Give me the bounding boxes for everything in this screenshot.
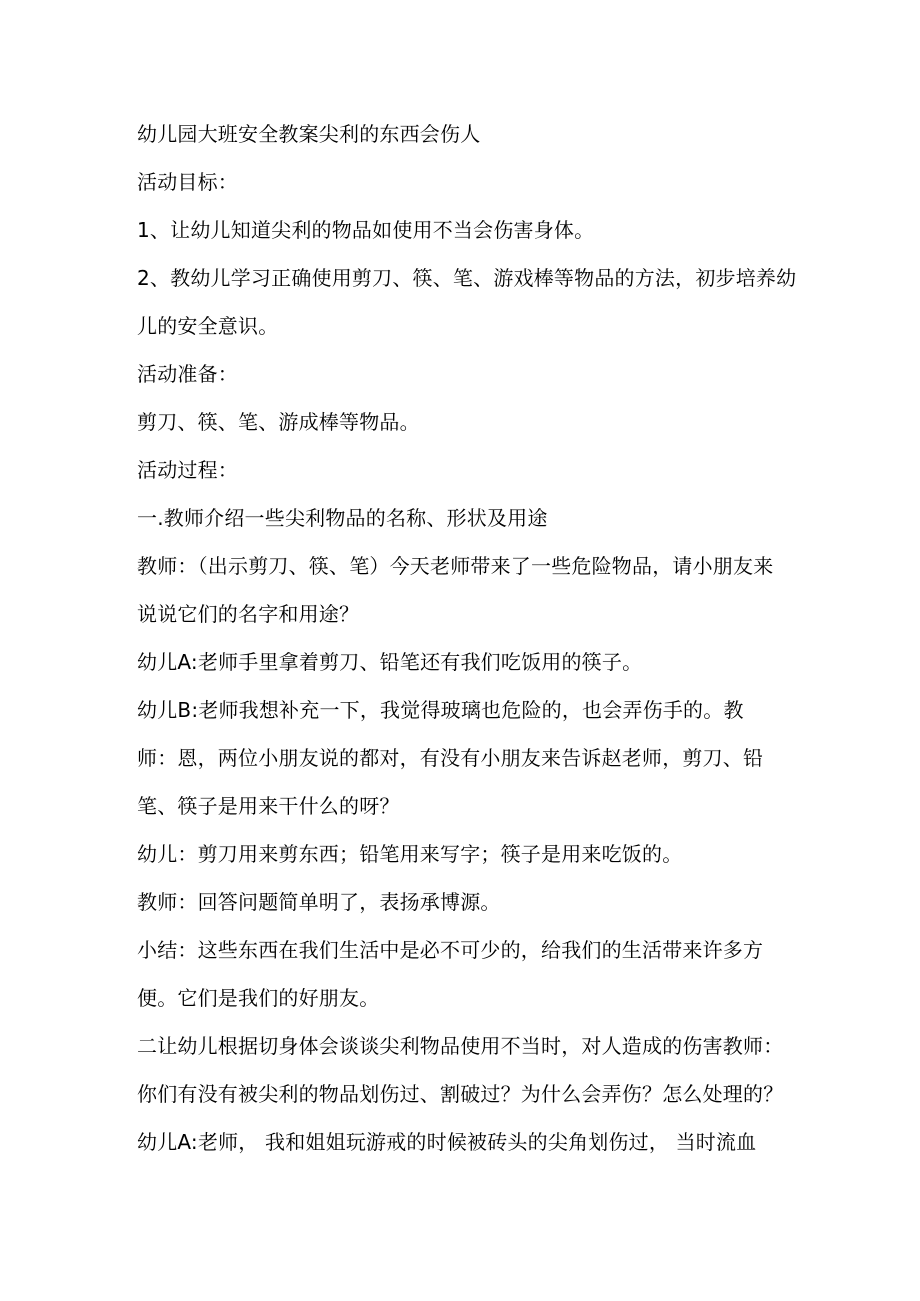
summary-line: 便。它们是我们的好朋友。 bbox=[137, 986, 380, 1010]
paragraph-line: 师：恩，两位小朋友说的都对，有没有小朋友来告诉赵老师，剪刀、铅 bbox=[137, 746, 764, 770]
prep-materials: 剪刀、筷、笔、游成棒等物品。 bbox=[137, 410, 420, 434]
paragraph-line: 幼儿A:老师手里拿着剪刀、铅笔还有我们吃饭用的筷子。 bbox=[137, 650, 643, 674]
paragraph-line: 幼儿：剪刀用来剪东西；铅笔用来写字；筷子是用来吃饭的。 bbox=[137, 842, 683, 866]
goal-item-1: 1、让幼儿知道尖利的物品如使用不当会伤害身体。 bbox=[137, 218, 595, 242]
summary-line: 小结：这些东西在我们生活中是必不可少的，给我们的生活带来许多方 bbox=[137, 938, 764, 962]
paragraph-line: 教师：（出示剪刀、筷、笔）今天老师带来了一些危险物品，请小朋友来 bbox=[137, 554, 774, 578]
paragraph-line: 笔、筷子是用来干什么的呀？ bbox=[137, 794, 400, 818]
heading-activity-process: 活动过程： bbox=[137, 458, 238, 482]
goal-item-2-continued: 儿的安全意识。 bbox=[137, 314, 279, 338]
goal-item-2: 2、教幼儿学习正确使用剪刀、筷、笔、游戏棒等物品的方法，初步培养幼 bbox=[137, 266, 797, 290]
heading-activity-goals: 活动目标： bbox=[137, 170, 238, 194]
paragraph-line: 幼儿A:老师， 我和姐姐玩游戒的时候被砖头的尖角划伤过， 当时流血 bbox=[137, 1130, 757, 1154]
paragraph-line: 教师：回答问题简单明了，表扬承博源。 bbox=[137, 890, 501, 914]
process-step-1: 一.教师介绍一些尖利物品的名称、形状及用途 bbox=[137, 506, 548, 530]
process-step-2: 二让幼儿根据切身体会谈谈尖利物品使用不当时，对人造成的伤害教师： bbox=[137, 1034, 784, 1058]
paragraph-line: 你们有没有被尖利的物品划伤过、割破过？为什么会弄伤？怎么处理的？ bbox=[137, 1082, 784, 1106]
paragraph-line: 说说它们的名字和用途？ bbox=[137, 602, 360, 626]
document-title: 幼儿园大班安全教案尖利的东西会伤人 bbox=[137, 122, 481, 146]
heading-activity-prep: 活动准备： bbox=[137, 362, 238, 386]
paragraph-line: 幼儿B:老师我想补充一下，我觉得玻璃也危险的，也会弄伤手的。教 bbox=[137, 698, 744, 722]
